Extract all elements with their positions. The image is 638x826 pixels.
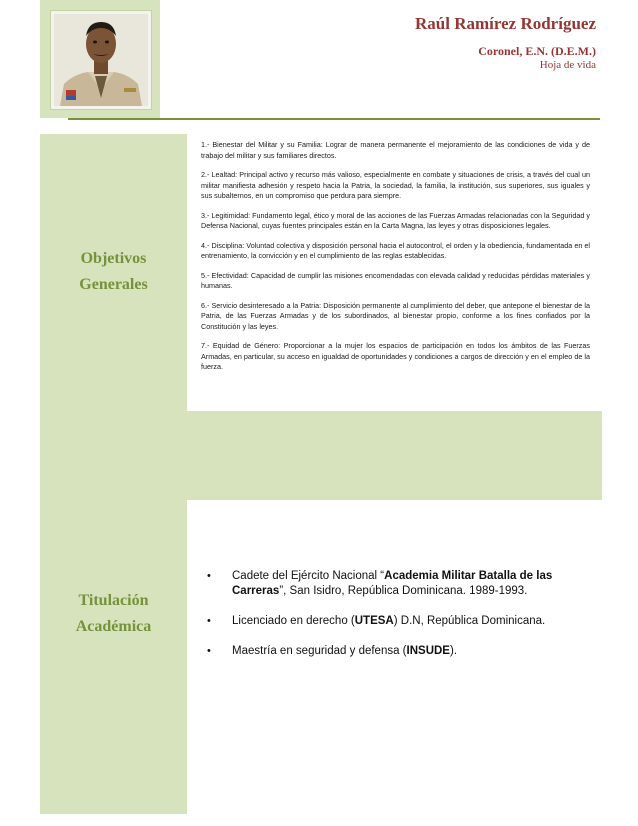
objetivo-item: 2.- Lealtad: Principal activo y recurso más valioso, especialmente en combate y situaciones de crisis, a través del cual un militar manifiesta adhesión y respeto hacia la Patria, la sociedad, la familia, la institución, sus superiores, sus iguales y sus subalternos, en un compromiso que perdura para siempre. — [201, 170, 590, 200]
titulacion-item-text: Cadete del Ejército Nacional “ — [232, 570, 385, 582]
objetivo-item: 7.- Equidad de Género: Proporcionar a la mujer los espacios de participación en todos los ámbitos de las Fuerzas Armadas, en particular, su acceso en igualdad de oportunidades y condiciones a cargos de dirección y en el empleo de la fuerza. — [201, 341, 590, 371]
titulacion-item — [207, 569, 602, 599]
objetivo-item: 3.- Legitimidad: Fundamento legal, ético y moral de las acciones de las Fuerzas Armadas relacionadas con la Seguridad y Defensa Nacional, cuyas fuentes principales están en la Carta Magna, las leyes y otras disposiciones legales. — [201, 210, 590, 230]
titulacion-list — [207, 569, 602, 674]
header-divider — [68, 118, 600, 120]
person-name: Raúl Ramírez Rodríguez — [415, 14, 596, 33]
titulacion-item-institution: UTESA — [354, 615, 394, 627]
titulacion-item-text: ). — [449, 645, 458, 657]
photo-inner-border — [50, 10, 152, 110]
objetivos-section-label — [40, 246, 187, 298]
titulacion-section-label — [40, 588, 187, 640]
photo-frame — [40, 0, 160, 118]
titulacion-item-text: Maestría en seguridad y defensa ( — [232, 645, 407, 657]
section-separator-band — [40, 411, 602, 500]
objetivos-label-line1: Objetivos — [80, 250, 147, 267]
titulacion-item-text: ”, San Isidro, República Dominicana. 1989-1993. — [279, 585, 528, 597]
titulacion-label-line2: Académica — [75, 618, 152, 635]
objetivos-list — [201, 140, 590, 382]
titulacion-item — [207, 614, 602, 629]
bullet-icon: • — [207, 645, 211, 657]
objetivo-item: 5.- Efectividad: Capacidad de cumplir las misiones encomendadas con elevada calidad y reducidas pérdidas materiales y humanas. — [201, 270, 590, 290]
titulacion-item-text: Licenciado en derecho ( — [232, 615, 355, 627]
document-subtitle: Hoja de vida — [539, 59, 596, 71]
titulacion-item — [207, 644, 602, 659]
titulacion-item-institution: Academia Militar Batalla de las Carreras — [232, 570, 553, 597]
titulacion-item-institution: INSUDE — [406, 645, 450, 657]
titulacion-label-band — [40, 500, 187, 814]
profile-photo — [54, 14, 148, 106]
objetivos-label-line2: Generales — [79, 276, 148, 293]
titulacion-label-line1: Titulación — [78, 592, 149, 609]
bullet-icon: • — [207, 615, 211, 627]
objetivo-item: 4.- Disciplina: Voluntad colectiva y disposición personal hacia el autocontrol, el orden y la obediencia, fundamentada en el entrenamiento, la convicción y en el cumplimiento de las reglas establecidas. — [201, 240, 590, 260]
titulacion-item-text: ) D.N, República Dominicana. — [393, 615, 546, 627]
objetivo-item: 1.- Bienestar del Militar y su Familia: Lograr de manera permanente el mejoramiento de las condiciones de vida y de trabajo del militar y sus familiares directos. — [201, 140, 590, 160]
objetivo-item: 6.- Servicio desinteresado a la Patria: Disposición permanente al cumplimiento del deber, que antepone el bienestar de la Patria, de las Fuerzas Armadas y de los subordinados, al bienestar propio, conforme a los fines confiados por la Constitución y las leyes. — [201, 300, 590, 331]
person-rank: Coronel, E.N. (D.E.M.) — [478, 44, 596, 58]
bullet-icon: • — [207, 570, 211, 582]
